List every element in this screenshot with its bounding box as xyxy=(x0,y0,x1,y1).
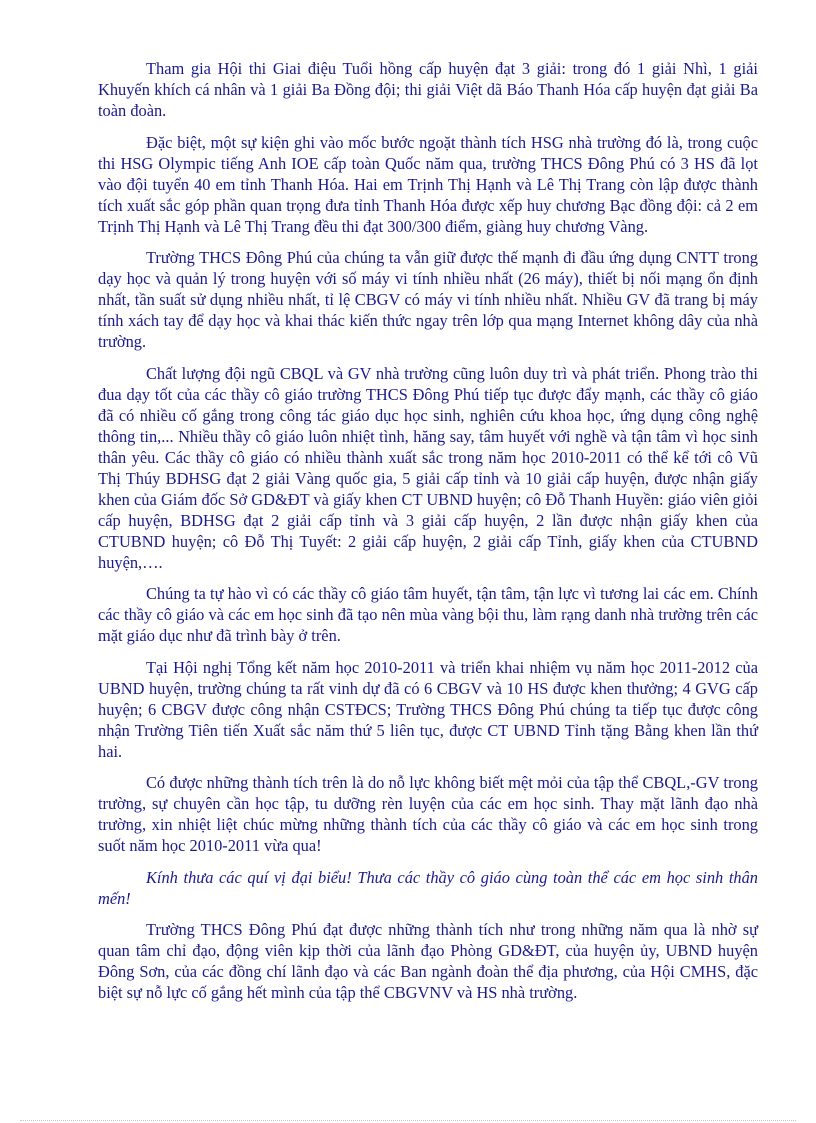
paragraph-acknowledgement: Trường THCS Đông Phú đạt được những thành tích như trong những năm qua là nhờ sự quan tâm chỉ đạo, động viên kịp thời của lãnh đạo Phòng GD&ĐT, của huyện ủy, UBND huyện Đông Sơn, của các đồng chí lãnh đạo và các Ban ngành đoàn thể địa phương, của Hội CMHS, đặc biệt sự nỗ lực cố gắng hết mình của tập thể CBGVNV và HS nhà trường. xyxy=(98,920,758,1002)
page-bottom-divider xyxy=(20,1120,796,1121)
paragraph-pride: Chúng ta tự hào vì có các thầy cô giáo tâm huyết, tận tâm, tận lực vì tương lai các em. Chính các thầy cô giáo và các em học sinh đã tạo nên mùa vàng bội thu, làm rạng danh nhà trường trên các mặt giáo dục như đã trình bày ở trên. xyxy=(98,584,758,645)
document-page xyxy=(98,58,758,1014)
paragraph-greeting: Kính thưa các quí vị đại biểu! Thưa các thầy cô giáo cùng toàn thể các em học sinh thân mến! xyxy=(98,867,758,908)
paragraph-awards-conference: Tại Hội nghị Tổng kết năm học 2010-2011 và triển khai nhiệm vụ năm học 2011-2012 của UBND huyện, trường chúng ta rất vinh dự đã có 6 CBGV và 10 HS được khen thưởng; 4 GVG cấp huyện; 6 CBGV được công nhận CSTĐCS; Trường THCS Đông Phú chúng ta tiếp tục được công nhận Trường Tiên tiến Xuất sắc năm thứ 5 liên tục, được CT UBND Tỉnh tặng Bằng khen lần thứ hai. xyxy=(98,657,758,761)
paragraph-music-contest: Tham gia Hội thi Giai điệu Tuổi hồng cấp huyện đạt 3 giải: trong đó 1 giải Nhì, 1 giải Khuyến khích cá nhân và 1 giải Ba Đồng đội; thi giải Việt dã Báo Thanh Hóa cấp huyện đạt giải Ba toàn đoàn. xyxy=(98,59,758,120)
paragraph-teaching-staff: Chất lượng đội ngũ CBQL và GV nhà trường cũng luôn duy trì và phát triển. Phong trào thi đua dạy tốt của các thầy cô giáo trường THCS Đông Phú tiếp tục được đẩy mạnh, các thầy cô giáo đã có nhiều cố gắng trong công tác giáo dục học sinh, nghiên cứu khoa học, ứng dụng công nghệ thông tin,... Nhiều thầy cô giáo luôn nhiệt tình, hăng say, tâm huyết với nghề và tận tâm vì học sinh thân yêu. Các thầy cô giáo có nhiều thành xuất sắc trong năm học 2010-2011 có thể kể tới cô Vũ Thị Thúy BDHSG đạt 2 giải Vàng quốc gia, 5 giải cấp tỉnh và 10 giải cấp huyện, được nhận giấy khen của Giám đốc Sở GD&ĐT và giấy khen CT UBND huyện; cô Đỗ Thanh Huyền: giáo viên giỏi cấp huyện, BDHSG đạt 2 giải cấp tỉnh và 3 giải cấp huyện, 2 lần được nhận giấy khen của CTUBND huyện; cô Đỗ Thị Tuyết: 2 giải cấp huyện, 2 giải cấp Tỉnh, giấy khen của CTUBND huyện,…. xyxy=(98,363,758,572)
paragraph-ioe-olympic: Đặc biệt, một sự kiện ghi vào mốc bước ngoặt thành tích HSG nhà trường đó là, trong cuộc thi HSG Olympic tiếng Anh IOE cấp toàn Quốc năm qua, trường THCS Đông Phú có 3 HS đã lọt vào đội tuyển 40 em tỉnh Thanh Hóa. Hai em Trịnh Thị Hạnh và Lê Thị Trang còn lập được thành tích xuất sắc góp phần quan trọng đưa tỉnh Thanh Hóa được xếp huy chương Bạc đồng đội: cả 2 em Trịnh Thị Hạnh và Lê Thị Trang đều thi đạt 300/300 điểm, giàng huy chương Vàng. xyxy=(98,132,758,236)
paragraph-congratulations: Có được những thành tích trên là do nỗ lực không biết mệt mỏi của tập thể CBQL,-GV trong trường, sự chuyên cần học tập, tu dưỡng rèn luyện của các em học sinh. Thay mặt lãnh đạo nhà trường, xin nhiệt liệt chúc mừng những thành tích của các thầy cô giáo và các em học sinh trong suốt năm học 2010-2011 vừa qua! xyxy=(98,773,758,855)
paragraph-it-application: Trường THCS Đông Phú của chúng ta vẫn giữ được thế mạnh đi đầu ứng dụng CNTT trong dạy học và quản lý trong huyện với số máy vi tính nhiều nhất (26 máy), thiết bị nối mạng ổn định nhất, tần suất sử dụng nhiều nhất, tỉ lệ CBGV có máy vi tính nhiều nhất. Nhiều GV đã trang bị máy tính xách tay để dạy học và khai thác kiến thức ngay trên lớp qua mạng Internet không dây của nhà trường. xyxy=(98,248,758,351)
